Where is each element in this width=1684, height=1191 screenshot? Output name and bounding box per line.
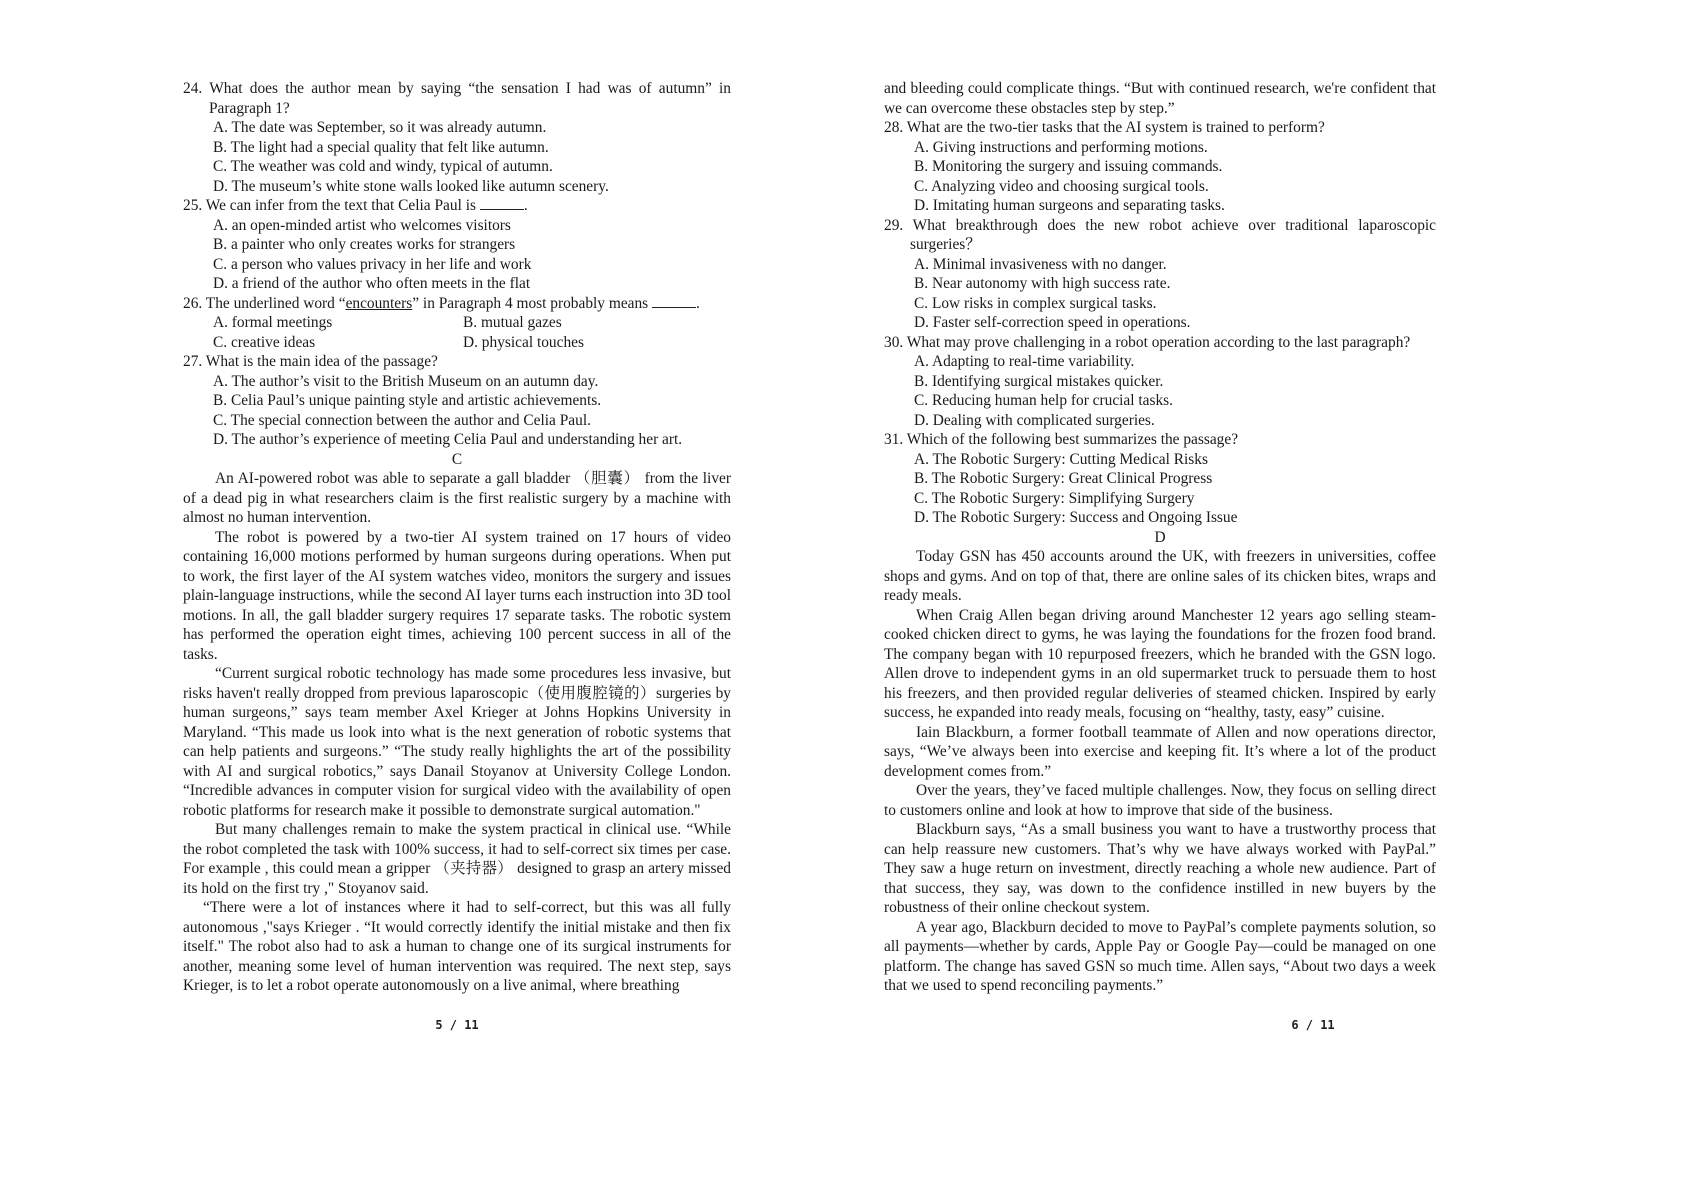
paragraph: Iain Blackburn, a former football teammate of Allen and now operations director, says, “We’ve always been into exercise and keeping fit. It’s where a lot of the product development comes from.” [884, 723, 1436, 780]
passage-c [183, 469, 731, 996]
section-heading-d: D [1154, 528, 1166, 546]
question-stem: 29. What breakthrough does the new robot achieve over traditional laparoscopic surgeries？ [884, 216, 1436, 253]
question-25 [183, 196, 731, 294]
option-b: B. mutual gazes [463, 314, 562, 331]
question-stem: 27. What is the main idea of the passage? [183, 353, 438, 370]
question-stem [183, 196, 731, 216]
option-b: B. Celia Paul’s unique painting style and artistic achievements. [213, 392, 602, 409]
paragraph: A year ago, Blackburn decided to move to PayPal’s complete payments solution, so all payments—whether by cards, Apple Pay or Google Pay—could be managed on one platform. The change has saved GSN so much time. Allen says, “About two days a week that we used to spend reconciling payments.” [884, 918, 1436, 994]
question-stem: 24. What does the author mean by saying “the sensation I had was of autumn” in Paragraph 1? [183, 80, 731, 117]
page-6 [842, 0, 1684, 1191]
page-number: 5 / 11 [435, 1018, 479, 1032]
paragraph: Blackburn says, “As a small business you want to have a trustworthy process that can help reassure new customers. That’s why we have always worked with PayPal.” They saw a huge return on investment, directly reaching a whole new audience. Part of that success, they say, was down to the confidence instilled in new buyers by the robustness of their online checkout system. [884, 821, 1436, 916]
page-number: 6 / 11 [1291, 1018, 1335, 1032]
option-c: C. The weather was cold and windy, typical of autumn. [213, 158, 553, 175]
option-c: C. Analyzing video and choosing surgical tools. [914, 177, 1209, 195]
option-b: B. Near autonomy with high success rate. [914, 275, 1171, 292]
option-b: B. Identifying surgical mistakes quicker. [914, 372, 1164, 390]
option-a: A. The Robotic Surgery: Cutting Medical Risks [914, 450, 1208, 468]
question-30 [884, 333, 1436, 431]
option-a: A. formal meetings [213, 314, 333, 331]
option-d: D. Dealing with complicated surgeries. [914, 411, 1155, 429]
option-c: C. a person who values privacy in her life and work [213, 255, 532, 273]
option-b: B. Monitoring the surgery and issuing commands. [914, 158, 1223, 175]
paragraph: “There were a lot of instances where it had to self-correct, but this was all fully autonomous ,"says Krieger . “It would correctly identify the initial mistake and then fix itself." The robot also had to ask a human to change one of its surgical instruments for another, meaning some level of human intervention was required. The next step, says Krieger, is to let a robot operate autonomously on a live animal, where breathing [183, 899, 731, 994]
option-c: C. Reducing human help for crucial tasks. [914, 392, 1174, 409]
option-a: A. The author’s visit to the British Museum on an autumn day. [213, 372, 599, 390]
right-column [884, 79, 1436, 996]
paragraph: “Current surgical robotic technology has made some procedures less invasive, but risks haven't really dropped from previous laparoscopic（使用腹腔镜的）surgeries by human surgeons,” says team member Axel Krieger at Johns Hopkins University in Maryland. “This made us look into what is the next generation of robotic systems that can help patients and surgeons.” “The study really highlights the art of the possibility with AI and surgical robotics,” says Danail Stoyanov at University College London. “Incredible advances in computer vision for surgical video with the availability of open robotic platforms for research make it possible to demonstrate surgical automation." [183, 665, 731, 819]
stem-text: 25. We can infer from the text that Celia Paul is [183, 197, 480, 214]
option-c: C. Low risks in complex surgical tasks. [914, 294, 1157, 312]
option-b: B. a painter who only creates works for strangers [213, 236, 516, 253]
option-d: D. The museum’s white stone walls looked like autumn scenery. [213, 177, 609, 195]
question-stem: 31. Which of the following best summarizes the passage? [884, 431, 1239, 448]
paragraph: Over the years, they’ve faced multiple challenges. Now, they focus on selling direct to customers online and look at how to improve that side of the business. [884, 782, 1436, 819]
underlined-word: encounters [345, 294, 413, 312]
option-d: D. a friend of the author who often meets in the flat [213, 275, 531, 292]
option-d: D. physical touches [463, 333, 584, 351]
question-stem: 30. What may prove challenging in a robot operation according to the last paragraph? [884, 333, 1411, 351]
stem-end: . [523, 197, 528, 214]
options-row-2 [183, 333, 731, 353]
left-column [183, 79, 731, 996]
option-d: D. The author’s experience of meeting Celia Paul and understanding her art. [213, 431, 683, 448]
question-24 [183, 79, 731, 196]
question-31 [884, 430, 1436, 528]
option-d: D. Imitating human surgeons and separating tasks. [914, 197, 1225, 214]
option-c: C. The special connection between the author and Celia Paul. [213, 411, 591, 429]
stem-text-2: ” in Paragraph 4 most probably means [412, 294, 653, 312]
paragraph: An AI-powered robot was able to separate a gall bladder （胆囊） from the liver of a dead pig in what researchers claim is the first realistic surgery by a machine with almost no human intervention. [183, 470, 731, 526]
section-heading-c: C [451, 450, 463, 468]
option-b: B. The light had a special quality that felt like autumn. [213, 138, 549, 156]
option-b: B. The Robotic Surgery: Great Clinical Progress [914, 470, 1213, 487]
answer-blank [480, 197, 524, 210]
option-a: A. Giving instructions and performing motions. [914, 138, 1208, 156]
paragraph: The robot is powered by a two-tier AI system trained on 17 hours of video containing 16,000 motions performed by human surgeons during operations. When put to work, the first layer of the AI system watches video, monitors the surgery and issues plain-language instructions, while the second AI layer turns each instruction into 3D tool motions. In all, the gall bladder surgery requires 17 separate tasks. The robotic system has performed the operation eight times, achieving 100 percent success in all of the tasks. [183, 528, 731, 663]
paragraph-continuation: and bleeding could complicate things. “But with continued research, we're confident that we can overcome these obstacles step by step.” [884, 80, 1436, 117]
question-26 [183, 294, 731, 353]
stem-end: . [696, 294, 700, 312]
option-a: A. Adapting to real-time variability. [914, 353, 1135, 370]
option-d: D. Faster self-correction speed in operations. [914, 314, 1191, 331]
option-a: A. Minimal invasiveness with no danger. [914, 255, 1167, 273]
option-c: C. creative ideas [213, 333, 316, 351]
option-c: C. The Robotic Surgery: Simplifying Surgery [914, 489, 1195, 507]
question-stem: 28. What are the two-tier tasks that the AI system is trained to perform? [884, 119, 1325, 136]
stem-text: 26. The underlined word “ [183, 294, 346, 312]
question-stem [183, 294, 731, 314]
question-28 [884, 118, 1436, 216]
paragraph: When Craig Allen began driving around Manchester 12 years ago selling steam-cooked chicken direct to gyms, he was laying the foundations for the frozen food brand. The company began with 10 repurposed freezers, which he branded with the GSN logo. Allen drove to independent gyms in an old supermarket truck to persuade them to host his freezers, and then provided regular deliveries of steamed chicken. Inspired by early success, he expanded into ready meals, focusing on “healthy, tasty, easy” cuisine. [884, 606, 1436, 721]
question-27 [183, 352, 731, 450]
option-d: D. The Robotic Surgery: Success and Ongoing Issue [914, 509, 1238, 526]
option-a: A. an open-minded artist who welcomes visitors [213, 216, 511, 234]
question-29 [884, 216, 1436, 333]
options-row-1 [183, 313, 731, 333]
option-a: A. The date was September, so it was already autumn. [213, 119, 547, 136]
paragraph: Today GSN has 450 accounts around the UK, with freezers in universities, coffee shops and gyms. And on top of that, there are online sales of its chicken bites, wraps and ready meals. [884, 548, 1436, 604]
paragraph: But many challenges remain to make the system practical in clinical use. “While the robot completed the task with 100% success, it had to self-correct six times per case. For example , this could mean a gripper （夹持器） designed to grasp an artery missed its hold on the first try ," Stoyanov said. [183, 821, 731, 897]
passage-d [884, 547, 1436, 996]
answer-blank [652, 295, 696, 308]
